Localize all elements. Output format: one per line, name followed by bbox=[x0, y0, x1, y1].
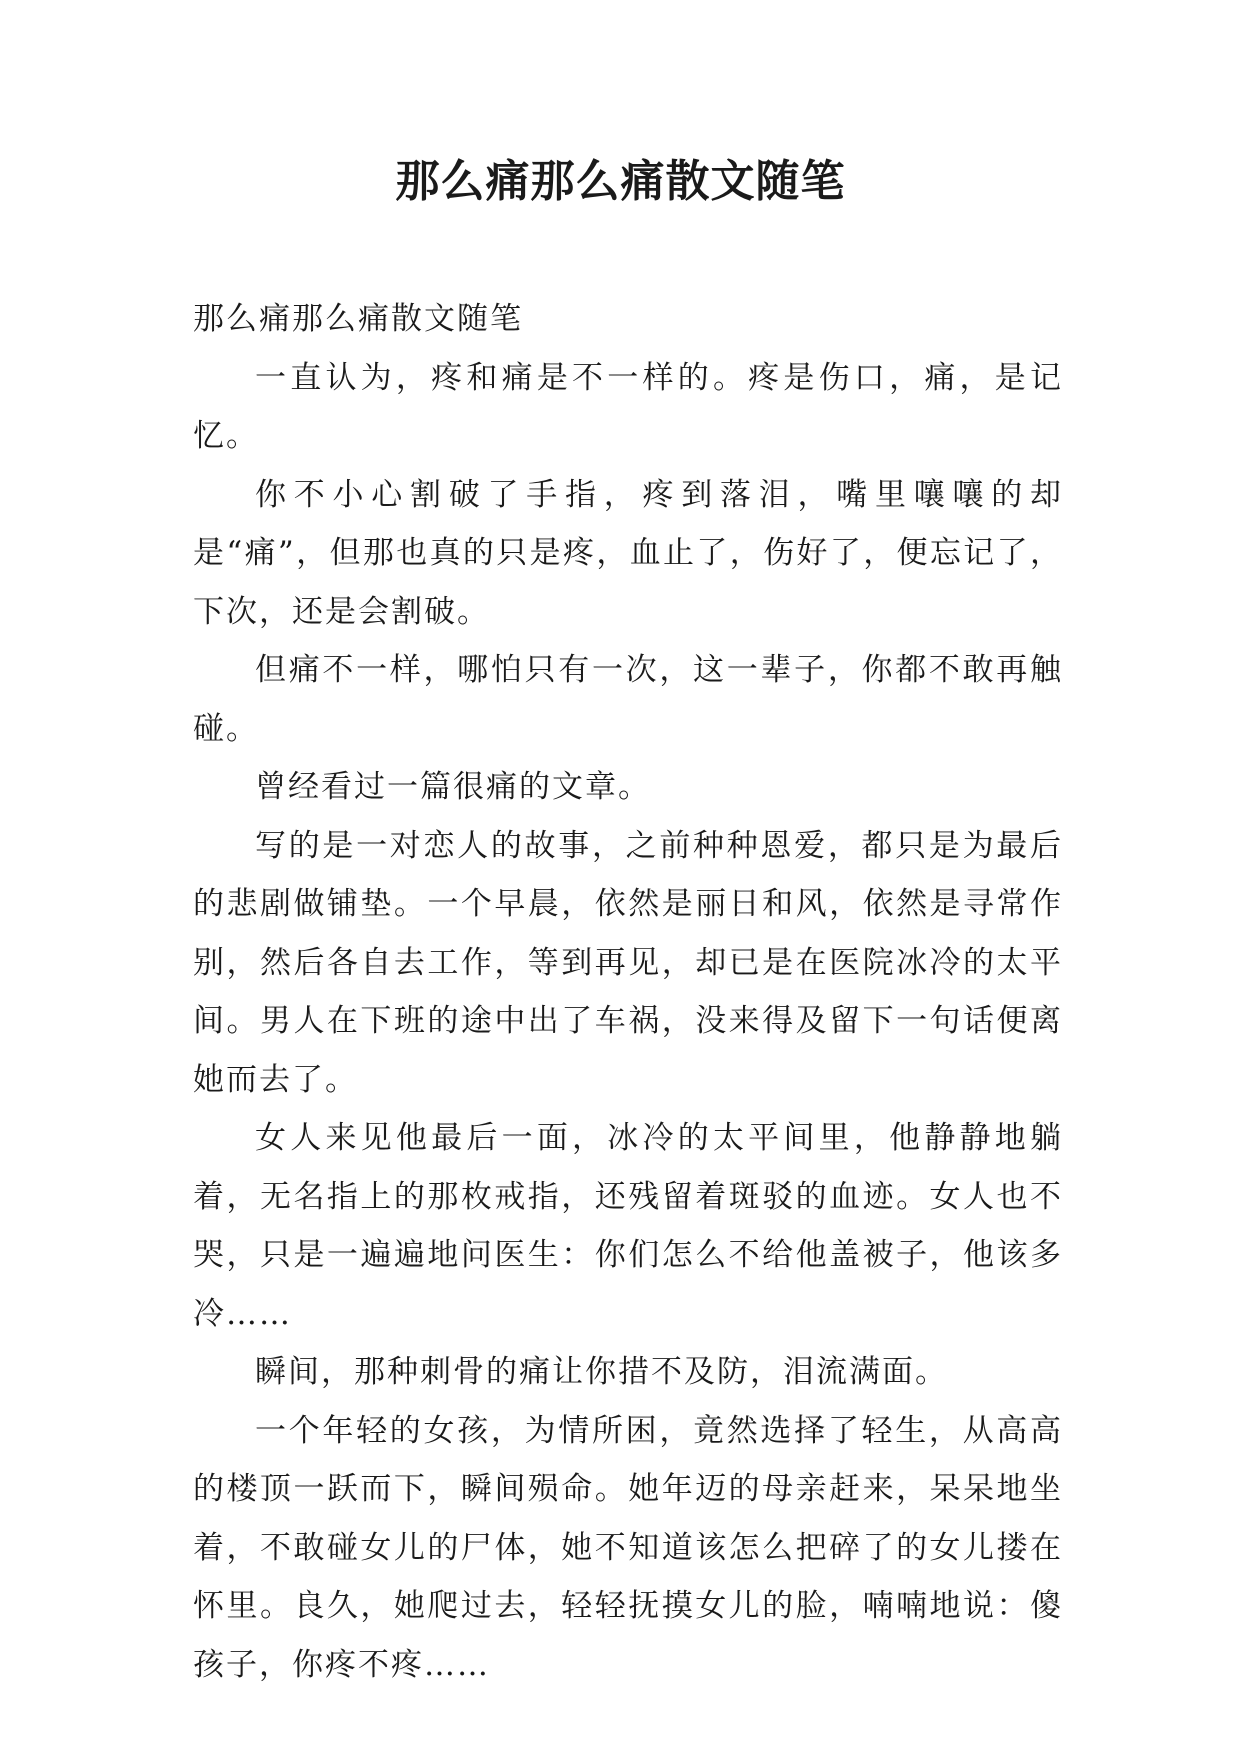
paragraph: 女人来见他最后一面，冰冷的太平间里，他静静地躺着，无名指上的那枚戒指，还残留着斑驳的血迹。女人也不哭，只是一遍遍地问医生：你们怎么不给他盖被子，他该多冷…… bbox=[193, 1120, 1063, 1332]
paragraph: 一直认为，疼和痛是不一样的。疼是伤口，痛，是记忆。 bbox=[193, 359, 1063, 454]
document-body bbox=[193, 290, 1063, 1694]
paragraph: 瞬间，那种刺骨的痛让你措不及防，泪流满面。 bbox=[255, 1354, 948, 1390]
document-title: 那么痛那么痛散文随笔 bbox=[395, 156, 846, 207]
paragraph: 那么痛那么痛散文随笔 bbox=[193, 301, 523, 337]
paragraph: 写的是一对恋人的故事，之前种种恩爱，都只是为最后的悲剧做铺垫。一个早晨，依然是丽日和风，依然是寻常作别，然后各自去工作，等到再见，却已是在医院冰冷的太平间。男人在下班的途中出了车祸，没来得及留下一句话便离她而去了。 bbox=[193, 827, 1063, 1098]
paragraph: 但痛不一样，哪怕只有一次，这一辈子，你都不敢再触碰。 bbox=[193, 652, 1063, 747]
paragraph: 曾经看过一篇很痛的文章。 bbox=[255, 769, 651, 805]
paragraph: 一个年轻的女孩，为情所困，竟然选择了轻生，从高高的楼顶一跃而下，瞬间殒命。她年迈的母亲赶来，呆呆地坐着，不敢碰女儿的尸体，她不知道该怎么把碎了的女儿搂在怀里。良久，她爬过去，轻轻抚摸女儿的脸，喃喃地说：傻孩子，你疼不疼…… bbox=[193, 1412, 1063, 1683]
paragraph: 你不小心割破了手指，疼到落泪，嘴里嚷嚷的却是“痛”，但那也真的只是疼，血止了，伤好了，便忘记了，下次，还是会割破。 bbox=[193, 476, 1063, 630]
